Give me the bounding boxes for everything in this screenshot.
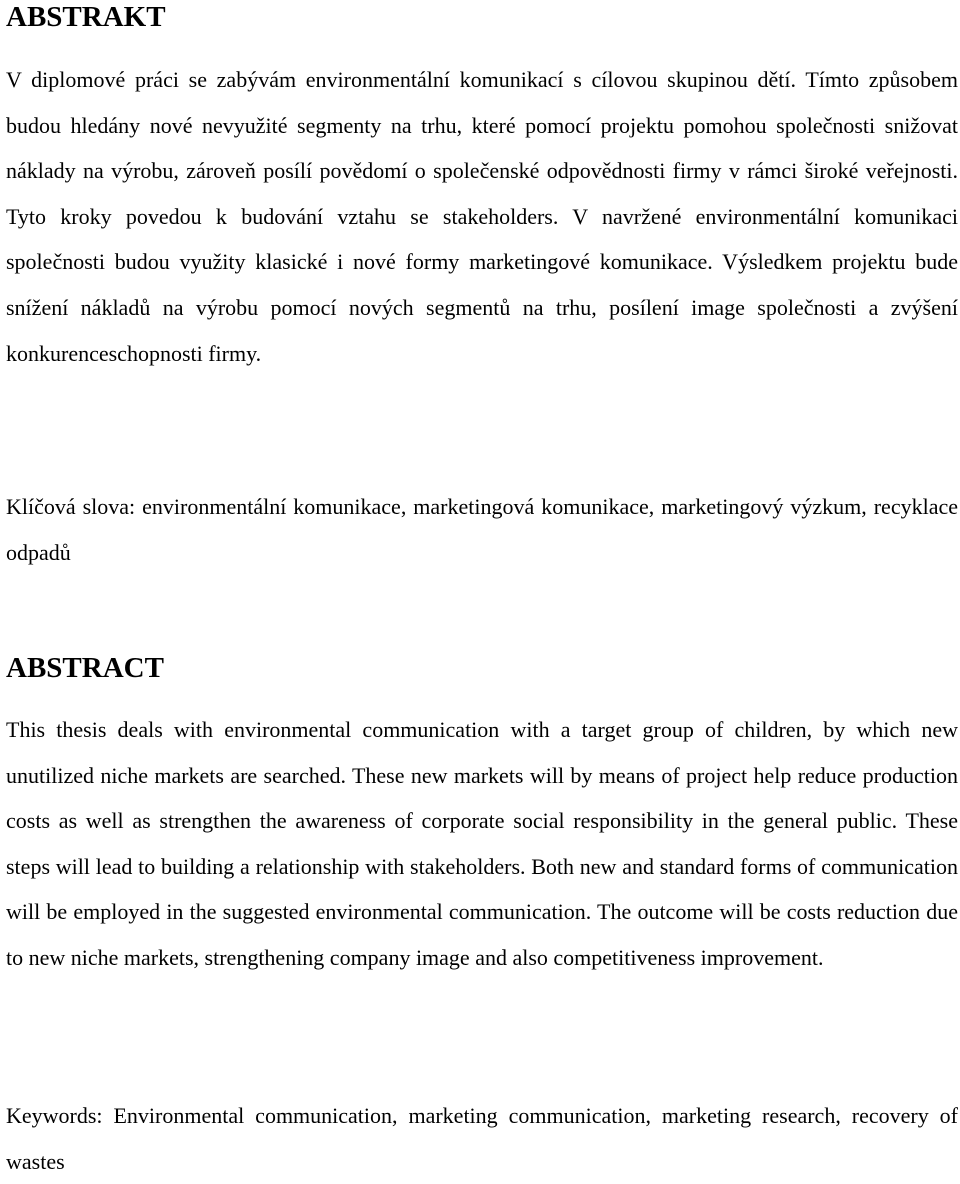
abstrakt-paragraph: V diplomové práci se zabývám environmentální komunikací s cílovou skupinou dětí. Tímto způsobem budou hledány nové nevyužité segmenty na trhu, které pomocí projektu pomohou společnosti snižovat náklady na výrobu, zároveň posílí povědomí o společenské odpovědnosti firmy v rámci široké veřejnosti. Tyto kroky povedou k budování vztahu se stakeholders. V navržené environmentální komunikaci společnosti budou využity klasické i nové formy marketingové komunikace. Výsledkem projektu bude snížení nákladů na výrobu pomocí nových segmentů na trhu, posílení image společnosti a zvýšení konkurenceschopnosti firmy. <box>6 67 958 366</box>
keywords-paragraph: Keywords: Environmental communication, marketing communication, marketing research, recovery of wastes <box>6 1103 958 1174</box>
klicova-slova-paragraph: Klíčová slova: environmentální komunikace, marketingová komunikace, marketingový výzkum, recyklace odpadů <box>6 494 958 565</box>
abstract-paragraph: This thesis deals with environmental communication with a target group of children, by which new unutilized niche markets are searched. These new markets will by means of project help reduce production costs as well as strengthen the awareness of corporate social responsibility in the general public. These steps will lead to building a relationship with stakeholders. Both new and standard forms of communication will be employed in the suggested environmental communication. The outcome will be costs reduction due to new niche markets, strengthening company image and also competitiveness improvement. <box>6 717 958 970</box>
abstrakt-heading: ABSTRAKT <box>6 1 166 33</box>
abstract-heading: ABSTRACT <box>6 652 164 684</box>
